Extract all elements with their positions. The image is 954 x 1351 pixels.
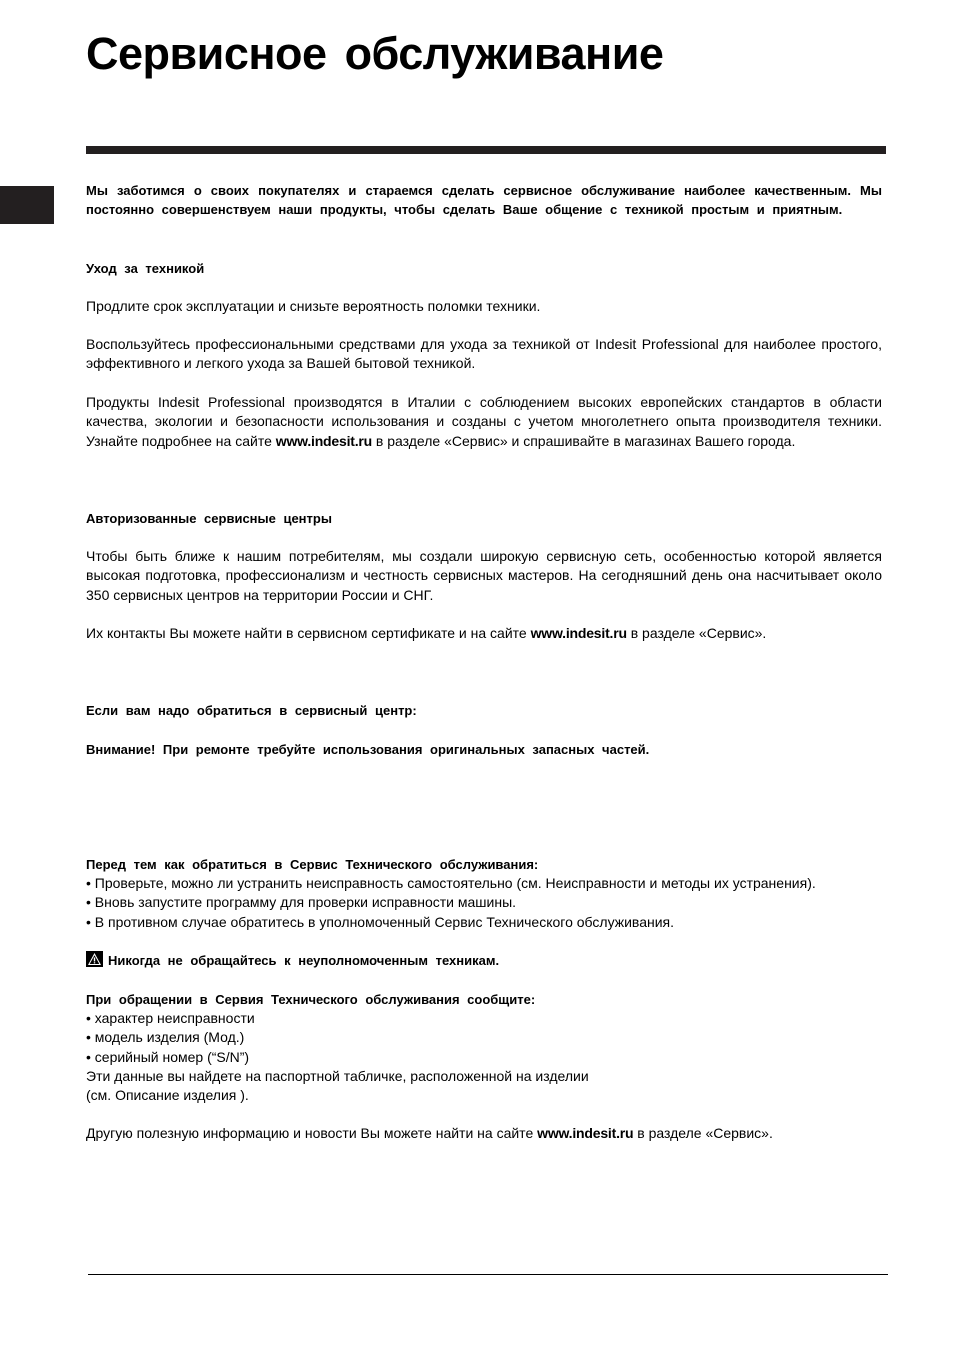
centers-paragraph-2-tail: в разделе «Сервис». <box>626 625 767 641</box>
care-paragraph-3-text: Продукты Indesit Professional производятся в Италии с соблюдением высоких европейских стандартов в области качества, экологии и безопасности использования и созданы с учетом многолетнего опыта производителя техники. Узнайте подробнее на сайте <box>86 394 882 449</box>
footer-info-tail: в разделе «Сервис». <box>633 1125 773 1141</box>
centers-paragraph-1: Чтобы быть ближе к нашим потребителям, мы создали широкую сервисную сеть, особенностью которой является высокая подготовка, профессионализм и честность сервисных мастеров. На сегодняшний день она насчитывает около 350 сервисных центров на территории России и СНГ. <box>86 548 882 603</box>
centers-paragraph-2-text: Их контакты Вы можете найти в сервисном сертификате и на сайте <box>86 625 531 641</box>
care-paragraph-2: Воспользуйтесь профессиональными средствами для ухода за техникой от Indesit Professional для наиболее простого, эффективного и легкого ухода за Вашей бытовой техникой. <box>86 336 882 372</box>
care-paragraph-3 <box>86 393 882 451</box>
contact-heading: Если вам надо обратиться в сервисный центр: <box>86 703 417 718</box>
report-heading: При обращении в Сервия Технического обслуживания сообщите: <box>86 992 536 1007</box>
list-item: • В противном случае обратитесь в уполномоченный Сервис Технического обслуживания. <box>86 913 675 930</box>
report-note-line-1: Эти данные вы найдете на паспортной табличке, расположенной на изделии <box>86 1067 589 1084</box>
intro-paragraph: Мы заботимся о своих покупателях и стараемся сделать сервисное обслуживание наиболее качественным. Мы постоянно совершенствуем наши продукты, чтобы сделать Ваше общение с техникой простым и приятным. <box>86 183 882 218</box>
attention-notice: Внимание! При ремонте требуйте использования оригинальных запасных частей. <box>86 742 650 757</box>
page-title: Сервисное обслуживание <box>86 28 664 79</box>
before-service-list <box>86 874 882 932</box>
warning-text: Никогда не обращайтесь к неуполномоченным техникам. <box>108 953 500 968</box>
footer-rule <box>88 1274 888 1275</box>
list-item: • модель изделия (Мод.) <box>86 1029 245 1046</box>
indesit-link[interactable]: www.indesit.ru <box>275 432 373 449</box>
list-item: • серийный номер (“S/N”) <box>86 1048 250 1065</box>
list-item: • Проверьте, можно ли устранить неисправность самостоятельно (см. Неисправности и методы их устранения). <box>86 875 816 891</box>
list-item: • Вновь запустите программу для проверки исправности машины. <box>86 894 517 911</box>
warning-triangle-icon <box>86 951 103 967</box>
care-heading: Уход за техникой <box>86 261 205 276</box>
indesit-link[interactable]: www.indesit.ru <box>530 625 627 641</box>
before-service-heading: Перед тем как обратиться в Сервис Технического обслуживания: <box>86 857 539 872</box>
footer-info-text: Другую полезную информацию и новости Вы можете найти на сайте <box>86 1125 538 1141</box>
list-item: • характер неисправности <box>86 1010 255 1026</box>
centers-heading: Авторизованные сервисные центры <box>86 511 332 526</box>
footer-info-paragraph <box>86 1124 882 1143</box>
title-underline-rule <box>86 146 886 154</box>
care-paragraph-3-tail: в разделе «Сервис» и спрашивайте в магазинах Вашего города. <box>372 432 796 449</box>
indesit-link[interactable]: www.indesit.ru <box>537 1125 634 1141</box>
report-list <box>86 1009 882 1105</box>
language-side-tab <box>0 186 54 224</box>
care-paragraph-1: Продлите срок эксплуатации и снизьте вероятность поломки техники. <box>86 298 541 314</box>
warning-line <box>86 951 882 970</box>
centers-paragraph-2 <box>86 624 882 643</box>
report-note-line-2: (см. Описание изделия ). <box>86 1087 249 1104</box>
